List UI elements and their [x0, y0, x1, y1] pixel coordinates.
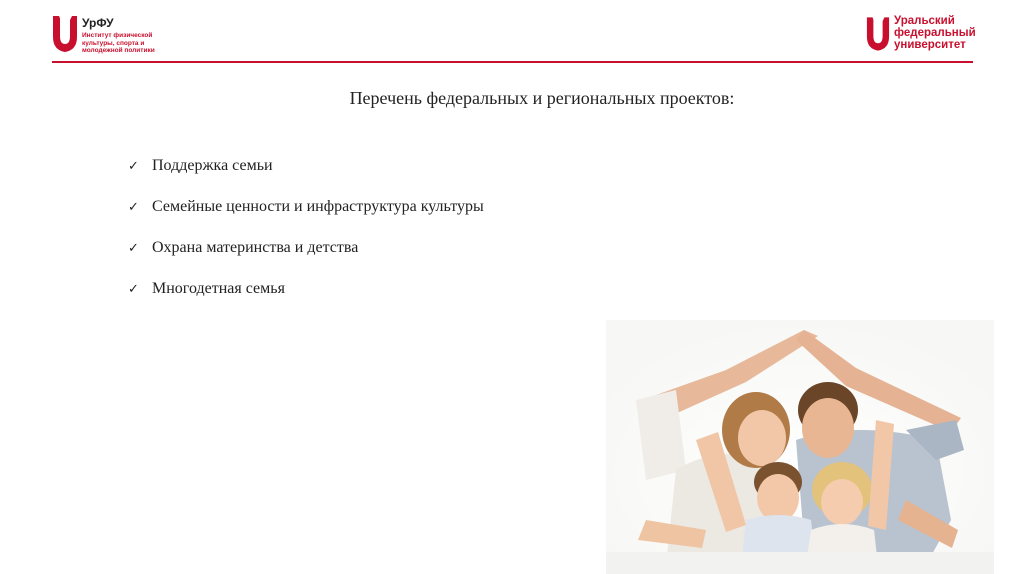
- institute-line: молодежной политики: [82, 47, 155, 54]
- list-item-label: Поддержка семьи: [152, 157, 273, 174]
- checkmark-icon: ✓: [128, 200, 139, 215]
- institute-name: [82, 32, 192, 55]
- university-name-line: федеральный: [894, 27, 976, 39]
- header-divider: [52, 61, 973, 63]
- checkmark-icon: ✓: [128, 159, 139, 174]
- university-name-line: университет: [894, 39, 966, 51]
- project-list: [128, 157, 484, 321]
- list-item: [128, 239, 484, 259]
- urfu-u-logo-icon: [866, 15, 890, 53]
- checkmark-icon: ✓: [128, 241, 139, 256]
- list-item-label: Охрана материнства и детства: [152, 239, 359, 256]
- urfu-brand-text: УрФУ: [82, 16, 114, 30]
- checkmark-icon: ✓: [128, 282, 139, 297]
- family-photo: [606, 320, 994, 574]
- university-name: [894, 15, 986, 51]
- university-name-line: Уральский: [894, 15, 955, 27]
- list-item: [128, 280, 484, 300]
- list-item-label: Многодетная семья: [152, 280, 285, 297]
- institute-line: Институт физической: [82, 32, 153, 39]
- list-item: [128, 157, 484, 177]
- institute-line: культуры, спорта и: [82, 39, 145, 47]
- ural-federal-university-logo: [866, 15, 986, 55]
- urfu-u-logo-icon: [52, 14, 78, 54]
- list-item-label: Семейные ценности и инфраструктура культуры: [152, 198, 484, 215]
- list-item: [128, 198, 484, 218]
- urfu-institute-logo: [52, 14, 182, 58]
- slide-title: Перечень федеральных и региональных проектов:: [349, 88, 735, 108]
